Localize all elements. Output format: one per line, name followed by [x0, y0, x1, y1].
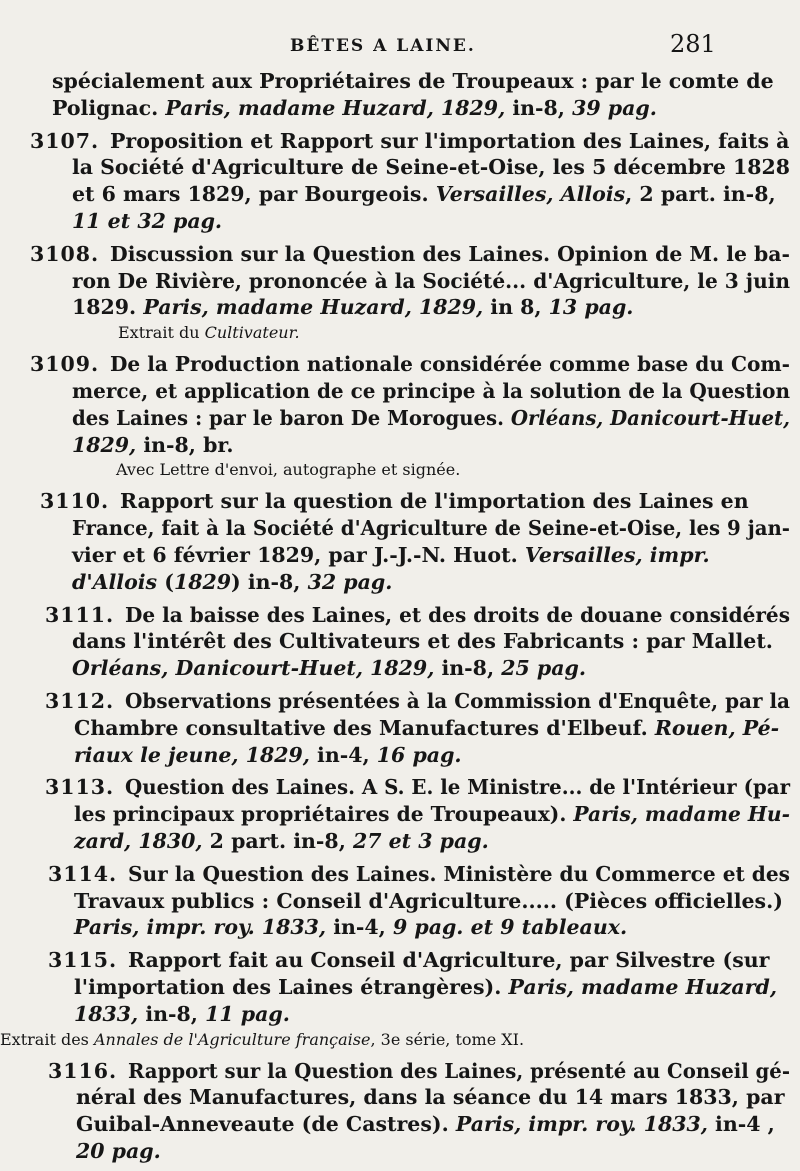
italic-run: Annales de l'Agriculture française: [93, 1029, 371, 1049]
line-text: [120, 489, 749, 513]
bibliography-entry: [0, 861, 800, 947]
line-text: [74, 716, 779, 740]
line-text: [74, 743, 462, 767]
line-text: [72, 378, 790, 405]
text-run: dans l'intérêt des Cultivateurs et des Fabricants : par Mallet.: [72, 629, 773, 654]
text-run: Question des Laines. A S. E. le Ministre... de l'Intérieur (par: [125, 775, 790, 800]
text-run: la Société d'Agriculture de Seine-et-Oise, les 5 décembre 1828: [72, 155, 790, 180]
text-run: merce, et application de ce principe à la solution de la Question: [72, 378, 790, 403]
entry-line: [0, 181, 800, 208]
line-text: [74, 889, 783, 913]
italic-run: Orléans, Danicourt-Huet,: [510, 405, 790, 430]
entry-number: 3107.: [30, 128, 100, 153]
entry-line: [0, 861, 800, 888]
text-run: Rapport sur la Question des Laines, présenté au Conseil gé-: [128, 1058, 790, 1083]
entry-line: [0, 1084, 800, 1111]
entry-line: [0, 154, 800, 181]
bibliography-entry: [0, 68, 800, 128]
entry-line: [0, 405, 800, 432]
bibliography-entry: [0, 241, 800, 351]
text-run: spécialement aux Propriétaires de Troupeaux : par le comte de: [52, 69, 774, 93]
text-run: Extrait du: [118, 323, 205, 343]
entry-number: 3108.: [30, 241, 100, 266]
text-run: in-8,: [138, 1001, 206, 1026]
entry-number: 3112.: [45, 688, 115, 713]
line-text: [72, 570, 392, 594]
entry-number: 3110.: [40, 489, 110, 514]
bibliography-entry: [0, 128, 800, 241]
entry-line: [0, 1111, 800, 1138]
italic-run: Paris, madame Hu-: [573, 802, 790, 827]
entry-line: [0, 208, 800, 235]
text-run: et 6 mars 1829, par Bourgeois.: [72, 182, 436, 207]
text-run: De la baisse des Laines, et des droits de douane considérés: [125, 602, 790, 627]
line-text: [74, 975, 777, 999]
bibliography-entry: [0, 1058, 800, 1171]
text-run: ron De Rivière, prononcée à la Société... d'Agriculture, le 3 juin: [72, 268, 790, 293]
entry-line: [0, 828, 800, 855]
line-text: [110, 351, 790, 378]
line-text: [76, 1112, 775, 1136]
line-text: [128, 1058, 790, 1085]
text-run: les principaux propriétaires de Troupeaux).: [74, 802, 574, 827]
entry-number: 3111.: [45, 602, 115, 627]
line-text: [76, 1139, 161, 1163]
italic-run: 27 et 3 pag.: [352, 828, 489, 853]
bibliography-entry: [0, 688, 800, 774]
italic-run: Cultivateur.: [204, 323, 300, 343]
entry-line: [0, 655, 800, 682]
line-text: [128, 861, 790, 888]
entry-number: 3109.: [30, 352, 100, 377]
entry-line: [0, 378, 800, 405]
italic-run: Paris, impr. roy. 1833,: [74, 915, 327, 940]
text-run: (: [157, 569, 174, 594]
text-run: in-4,: [309, 742, 377, 767]
entry-line: [0, 1138, 800, 1165]
entry-line: [0, 1001, 800, 1028]
italic-run: 11 pag.: [205, 1001, 290, 1026]
italic-run: Rouen, Pé-: [654, 715, 780, 740]
entry-line: [0, 888, 800, 915]
text-run: 1829.: [72, 295, 144, 320]
line-text: [125, 602, 790, 629]
line-text: [72, 182, 776, 206]
text-run: , 3e série, tome XI.: [370, 1029, 525, 1049]
entry-gap: [0, 1165, 800, 1171]
page-header: [0, 30, 800, 60]
entry-line: [0, 128, 800, 155]
line-text: [72, 433, 233, 457]
text-run: Avec Lettre d'envoi, autographe et signée.: [116, 460, 461, 480]
italic-run: Versailles, Allois: [435, 182, 626, 207]
line-text: [72, 656, 586, 680]
line-text: [128, 948, 769, 972]
text-run: Sur la Question des Laines. Ministère du Commerce et des: [128, 861, 790, 886]
line-text: [52, 96, 657, 120]
text-run: , 2 part. in-8,: [625, 182, 776, 207]
italic-run: 1829,: [72, 432, 137, 457]
entry-line: [0, 515, 800, 542]
text-run: Observations présentées à la Commission d'Enquête, par la: [125, 688, 790, 713]
line-text: [72, 629, 773, 653]
text-run: in-8,: [434, 656, 502, 681]
line-text: [110, 129, 789, 153]
entry-number: 3115.: [48, 948, 118, 973]
text-run: in-4 ,: [707, 1112, 775, 1137]
text-run: 2 part. in-8,: [202, 828, 353, 853]
italic-run: 16 pag.: [376, 742, 462, 767]
entry-line: [0, 774, 800, 801]
text-run: Rapport sur la question de l'importation des Laines en: [120, 489, 749, 514]
text-run: ) in-8,: [231, 569, 308, 594]
italic-run: Paris, madame Huzard, 1829,: [165, 95, 506, 120]
line-text: [74, 1002, 290, 1026]
italic-run: riaux le jeune, 1829,: [74, 742, 310, 767]
line-text: [125, 774, 790, 801]
text-run: Chambre consultative des Manufactures d'Elbeuf.: [74, 715, 655, 740]
italic-run: 20 pag.: [76, 1138, 161, 1163]
line-text: [72, 405, 790, 432]
entry-line: [0, 801, 800, 828]
entry-line: [0, 602, 800, 629]
line-text: [76, 1085, 785, 1109]
entry-line: [0, 628, 800, 655]
text-run: in-4,: [326, 915, 393, 940]
entry-line: [0, 488, 800, 515]
italic-run: Paris, madame Huzard,: [508, 974, 777, 999]
line-text: [72, 154, 790, 181]
entry-line: [0, 68, 800, 95]
line-text: [74, 829, 489, 853]
italic-run: zard, 1830,: [74, 828, 203, 853]
italic-run: Versailles, impr.: [524, 542, 710, 567]
bibliography-entry: [0, 351, 800, 488]
italic-run: 11 et 32 pag.: [72, 208, 223, 233]
italic-run: d'Allois: [72, 569, 158, 594]
italic-run: 13 pag.: [548, 295, 634, 320]
italic-run: Paris, madame Huzard, 1829,: [143, 295, 484, 320]
italic-run: Orléans, Danicourt-Huet, 1829,: [72, 656, 435, 681]
text-run: des Laines : par le baron De Morogues.: [72, 405, 511, 430]
italic-run: Paris, impr. roy. 1833,: [455, 1112, 708, 1137]
bibliography-entry: [0, 602, 800, 688]
line-text: [52, 69, 774, 93]
entry-line: [0, 974, 800, 1001]
entry-line: [0, 294, 800, 321]
text-run: De la Production nationale considérée comme base du Com-: [110, 352, 790, 377]
bibliography-entry: [0, 488, 800, 601]
entry-note: [0, 458, 800, 482]
entry-line: [0, 351, 800, 378]
running-title: BÊTES A LAINE.: [290, 36, 476, 56]
line-text: [110, 241, 790, 268]
text-run: Travaux publics : Conseil d'Agriculture..... (Pièces officielles.): [74, 888, 783, 913]
entry-line: [0, 715, 800, 742]
entry-line: [0, 241, 800, 268]
text-run: néral des Manufactures, dans la séance du 14 mars 1833, par: [76, 1085, 785, 1110]
line-text: [72, 543, 710, 567]
entry-line: [0, 1058, 800, 1085]
entry-line: [0, 569, 800, 596]
entry-line: [0, 542, 800, 569]
text-run: in-8, br.: [136, 432, 234, 457]
bibliography-entries: [0, 68, 800, 1171]
entry-note: [0, 321, 800, 345]
text-run: France, fait à la Société d'Agriculture de Seine-et-Oise, les 9 jan-: [72, 516, 790, 541]
line-text: [72, 515, 790, 542]
entry-note: [0, 1028, 800, 1052]
bibliography-entry: [0, 774, 800, 860]
line-text: [74, 915, 627, 939]
line-text: [72, 268, 790, 295]
page-number: 281: [670, 30, 716, 58]
italic-run: 1829: [173, 569, 231, 594]
italic-run: 9 pag. et 9 tableaux.: [392, 915, 628, 940]
text-run: Proposition et Rapport sur l'importation des Laines, faits à: [110, 128, 790, 153]
italic-run: 1833,: [74, 1001, 139, 1026]
text-run: l'importation des Laines étrangères).: [74, 974, 509, 999]
bibliography-entry: [0, 947, 800, 1057]
text-run: in-8,: [505, 95, 573, 120]
entry-line: [0, 742, 800, 769]
entry-number: 3113.: [45, 775, 115, 800]
entry-number: 3114.: [48, 861, 118, 886]
entry-line: [0, 95, 800, 122]
text-run: Discussion sur la Question des Laines. Opinion de M. le ba-: [110, 241, 790, 266]
text-run: Extrait des: [0, 1029, 94, 1049]
text-run: vier et 6 février 1829, par J.-J.-N. Huot.: [72, 542, 525, 567]
entry-line: [0, 914, 800, 941]
line-text: [72, 209, 222, 233]
text-run: Polignac.: [52, 95, 166, 120]
italic-run: 39 pag.: [572, 95, 657, 120]
italic-run: 32 pag.: [307, 569, 393, 594]
entry-line: [0, 432, 800, 459]
entry-line: [0, 268, 800, 295]
line-text: [125, 688, 790, 715]
italic-run: 25 pag.: [501, 656, 586, 681]
entry-line: [0, 688, 800, 715]
text-run: in 8,: [483, 295, 549, 320]
text-run: Guibal-Anneveaute (de Castres).: [76, 1112, 456, 1137]
entry-number: 3116.: [48, 1058, 118, 1083]
line-text: [74, 801, 790, 828]
line-text: [72, 295, 633, 319]
entry-line: [0, 947, 800, 974]
text-run: Rapport fait au Conseil d'Agriculture, par Silvestre (sur: [128, 948, 770, 973]
